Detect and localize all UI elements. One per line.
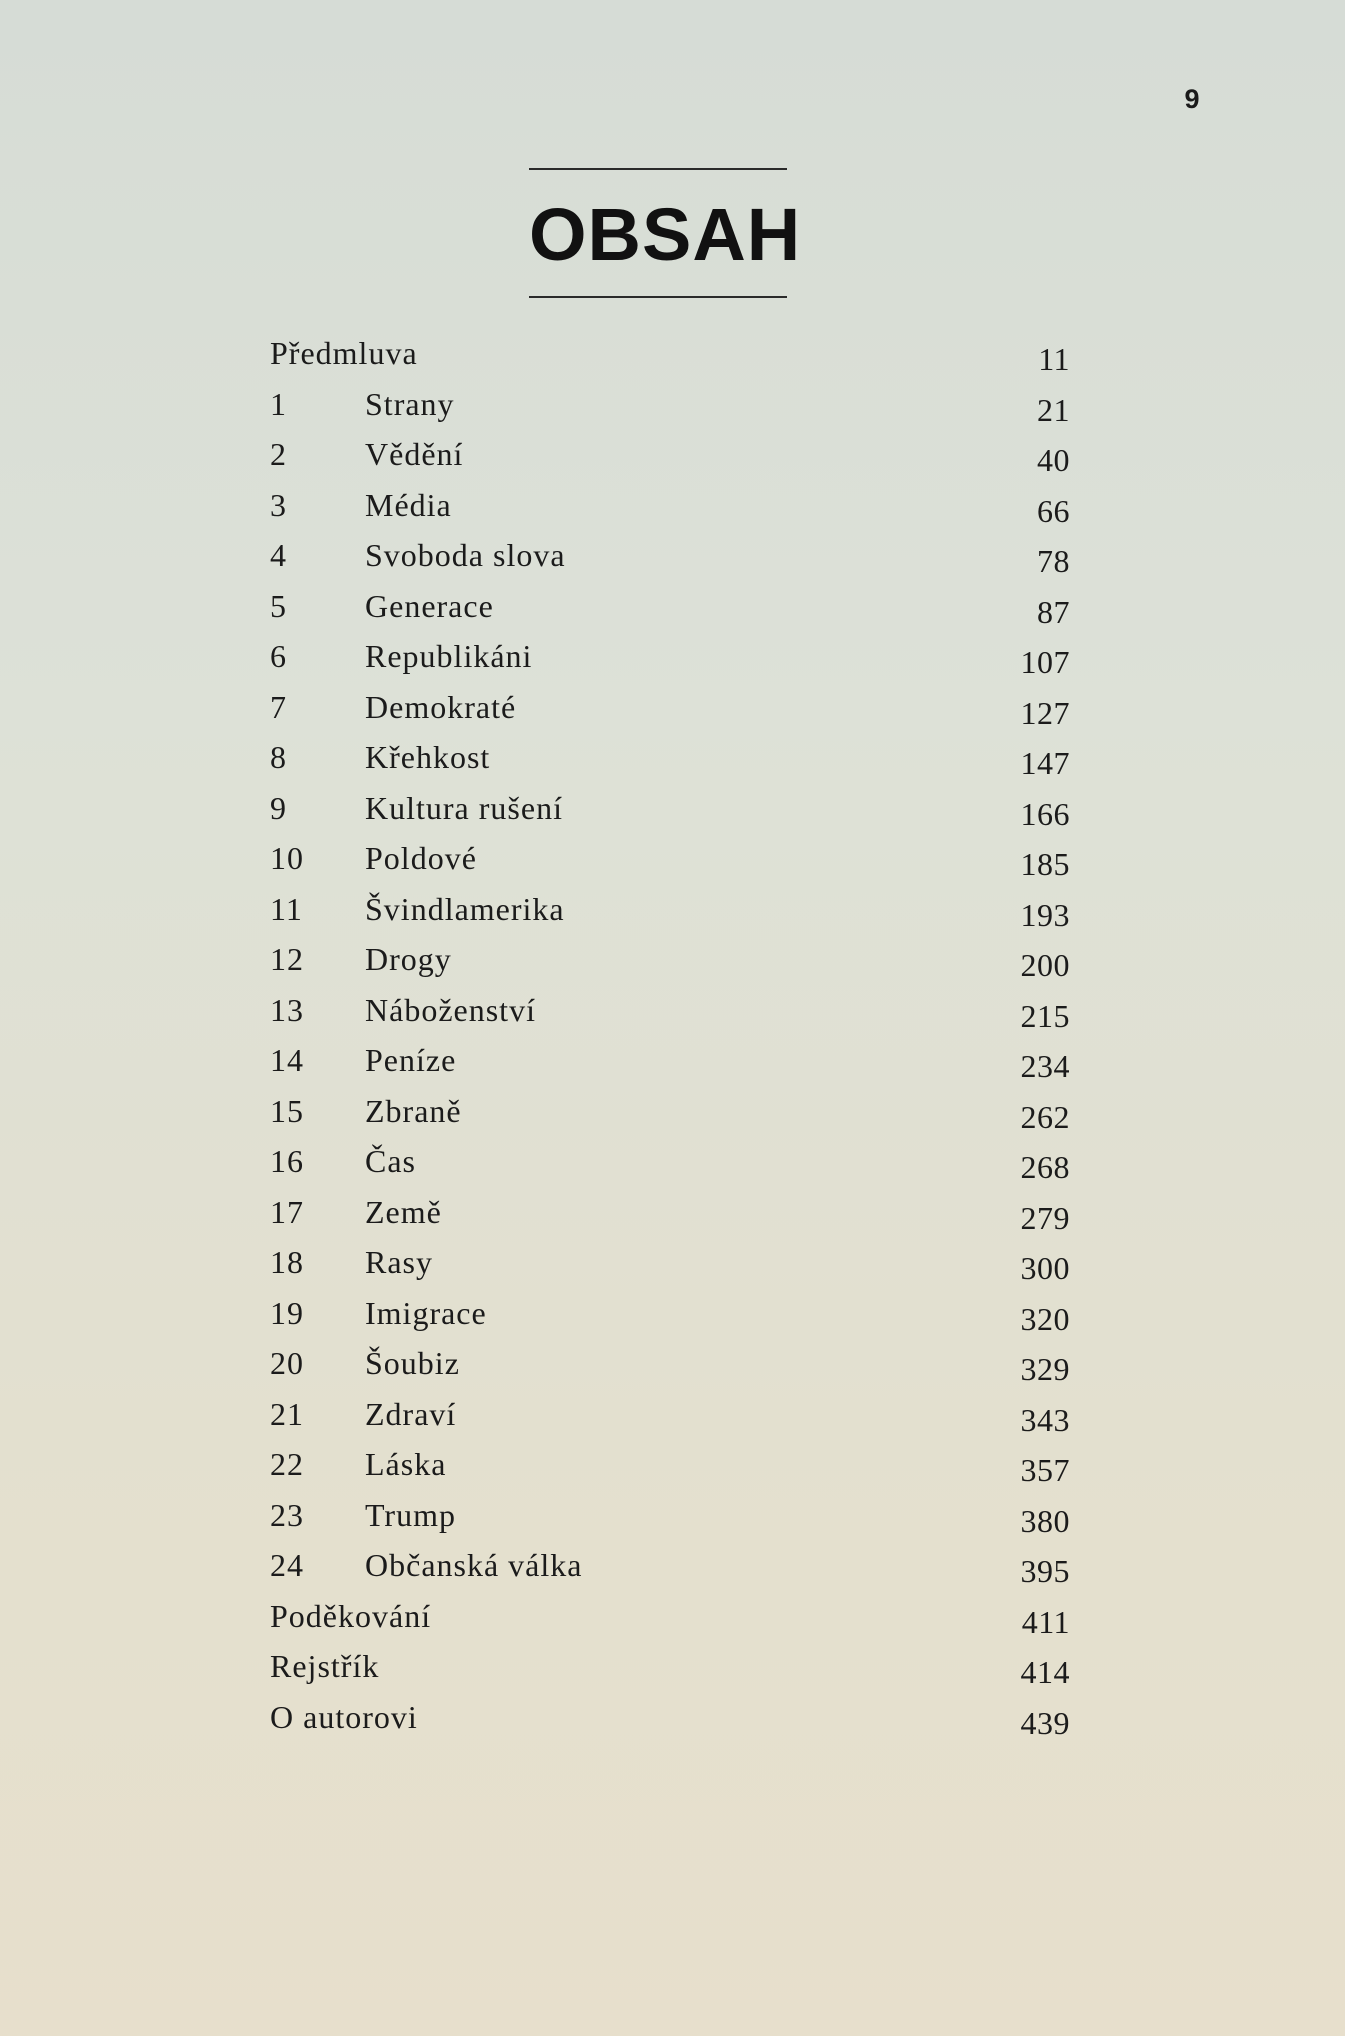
- toc-entry: [270, 1040, 1070, 1091]
- toc-entry-title: Občanská válka: [365, 1547, 583, 1583]
- toc-entry-title: Šoubiz: [365, 1345, 460, 1381]
- toc-entry-page: 234: [1020, 1048, 1070, 1084]
- table-of-contents: [270, 333, 1070, 1747]
- toc-entry-page: 395: [1020, 1553, 1070, 1589]
- toc-entry: [270, 384, 1070, 435]
- toc-entry-title: Švindlamerika: [365, 890, 565, 927]
- toc-entry-title: Předmluva: [270, 335, 418, 371]
- toc-entry-title: Imigrace: [365, 1294, 487, 1331]
- toc-entry: [270, 1091, 1070, 1142]
- toc-entry: [270, 1495, 1070, 1546]
- toc-entry-page: 439: [1020, 1704, 1070, 1741]
- toc-entry-number: 12: [270, 941, 304, 977]
- toc-entry-title: Peníze: [365, 1042, 457, 1078]
- toc-entry-page: 78: [1037, 543, 1070, 579]
- toc-entry: [270, 1545, 1070, 1596]
- title-rule-top: [529, 168, 787, 170]
- toc-entry: [270, 889, 1070, 940]
- toc-entry: [270, 333, 1070, 384]
- toc-entry-title: Země: [365, 1193, 442, 1230]
- toc-entry-page: 185: [1020, 846, 1070, 882]
- toc-entry-page: 166: [1020, 795, 1070, 832]
- toc-entry-page: 380: [1020, 1502, 1070, 1539]
- toc-entry: [270, 838, 1070, 889]
- toc-entry-number: 14: [270, 1042, 304, 1078]
- toc-entry-number: 13: [270, 991, 304, 1028]
- toc-entry-page: 262: [1020, 1098, 1070, 1135]
- toc-entry-page: 279: [1020, 1199, 1070, 1236]
- toc-entry-page: 320: [1020, 1300, 1070, 1337]
- toc-entry-title: Poděkování: [270, 1597, 432, 1634]
- toc-entry-number: 21: [270, 1395, 304, 1432]
- toc-entry-number: 1: [270, 385, 287, 422]
- toc-entry-number: 8: [270, 739, 287, 775]
- toc-entry-page: 414: [1020, 1654, 1070, 1690]
- toc-entry-title: O autorovi: [270, 1698, 418, 1735]
- toc-entry: [270, 1192, 1070, 1243]
- toc-entry-title: Média: [365, 486, 452, 523]
- toc-entry-title: Zdraví: [365, 1395, 457, 1432]
- toc-entry-number: 20: [270, 1345, 304, 1381]
- toc-entry-title: Láska: [365, 1446, 447, 1482]
- toc-entry-page: 127: [1020, 694, 1070, 731]
- toc-entry: [270, 687, 1070, 738]
- toc-entry-number: 5: [270, 587, 287, 624]
- toc-entry-page: 268: [1020, 1149, 1070, 1185]
- toc-entry-title: Demokraté: [365, 688, 517, 725]
- toc-entry: [270, 636, 1070, 687]
- toc-entry: [270, 990, 1070, 1041]
- toc-entry: [270, 1596, 1070, 1647]
- toc-entry: [270, 737, 1070, 788]
- toc-entry-page: 11: [1038, 341, 1070, 377]
- toc-entry-title: Poldové: [365, 840, 477, 876]
- toc-entry: [270, 1293, 1070, 1344]
- toc-entry-page: 357: [1020, 1452, 1070, 1488]
- toc-entry-title: Trump: [365, 1496, 456, 1533]
- toc-entry: [270, 1141, 1070, 1192]
- toc-entry: [270, 1444, 1070, 1495]
- toc-entry-number: 16: [270, 1143, 304, 1179]
- toc-entry: [270, 1343, 1070, 1394]
- toc-entry-number: 22: [270, 1446, 304, 1482]
- toc-entry-title: Strany: [365, 385, 455, 422]
- toc-entry: [270, 1697, 1070, 1748]
- toc-entry: [270, 1394, 1070, 1445]
- toc-entry-number: 18: [270, 1244, 304, 1280]
- toc-entry-title: Čas: [365, 1143, 416, 1179]
- toc-entry: [270, 788, 1070, 839]
- toc-entry-page: 40: [1037, 442, 1070, 478]
- toc-entry-number: 15: [270, 1092, 304, 1129]
- toc-entry-number: 2: [270, 436, 287, 472]
- toc-entry-page: 411: [1021, 1603, 1070, 1640]
- toc-entry: [270, 1242, 1070, 1293]
- toc-entry: [270, 434, 1070, 485]
- toc-entry-page: 147: [1020, 745, 1070, 781]
- toc-entry-title: Zbraně: [365, 1092, 462, 1129]
- toc-entry-number: 3: [270, 486, 287, 523]
- toc-entry-number: 17: [270, 1193, 304, 1230]
- toc-entry-title: Rejstřík: [270, 1648, 380, 1684]
- toc-entry-number: 10: [270, 840, 304, 876]
- toc-entry-page: 300: [1020, 1250, 1070, 1286]
- toc-entry-number: 19: [270, 1294, 304, 1331]
- toc-entry: [270, 939, 1070, 990]
- toc-entry-title: Drogy: [365, 941, 452, 977]
- toc-entry: [270, 485, 1070, 536]
- toc-entry-number: 23: [270, 1496, 304, 1533]
- toc-entry-title: Náboženství: [365, 991, 536, 1028]
- toc-entry-page: 87: [1037, 593, 1070, 630]
- toc-entry-title: Republikáni: [365, 638, 533, 674]
- page-number: 9: [1184, 84, 1200, 114]
- toc-entry-title: Generace: [365, 587, 494, 624]
- toc-entry-page: 21: [1037, 391, 1070, 428]
- toc-entry-title: Kultura rušení: [365, 789, 563, 826]
- toc-entry-number: 6: [270, 638, 287, 674]
- toc-entry-page: 343: [1020, 1401, 1070, 1438]
- toc-entry-number: 7: [270, 688, 287, 725]
- title-rule-bottom: [529, 296, 787, 298]
- toc-entry-title: Svoboda slova: [365, 537, 566, 573]
- toc-entry-title: Rasy: [365, 1244, 433, 1280]
- page-title: OBSAH: [529, 193, 802, 276]
- toc-entry-page: 193: [1020, 896, 1070, 933]
- toc-entry-title: Křehkost: [365, 739, 491, 775]
- toc-entry-page: 215: [1020, 997, 1070, 1034]
- toc-entry-page: 107: [1020, 644, 1070, 680]
- toc-entry: [270, 535, 1070, 586]
- toc-entry-page: 66: [1037, 492, 1070, 529]
- toc-entry-number: 24: [270, 1547, 304, 1583]
- toc-entry-number: 4: [270, 537, 287, 573]
- toc-entry-title: Vědění: [365, 436, 464, 472]
- toc-entry-number: 11: [270, 890, 303, 927]
- toc-entry: [270, 586, 1070, 637]
- toc-entry-number: 9: [270, 789, 287, 826]
- toc-entry-page: 200: [1020, 947, 1070, 983]
- toc-entry-page: 329: [1020, 1351, 1070, 1387]
- toc-entry: [270, 1646, 1070, 1697]
